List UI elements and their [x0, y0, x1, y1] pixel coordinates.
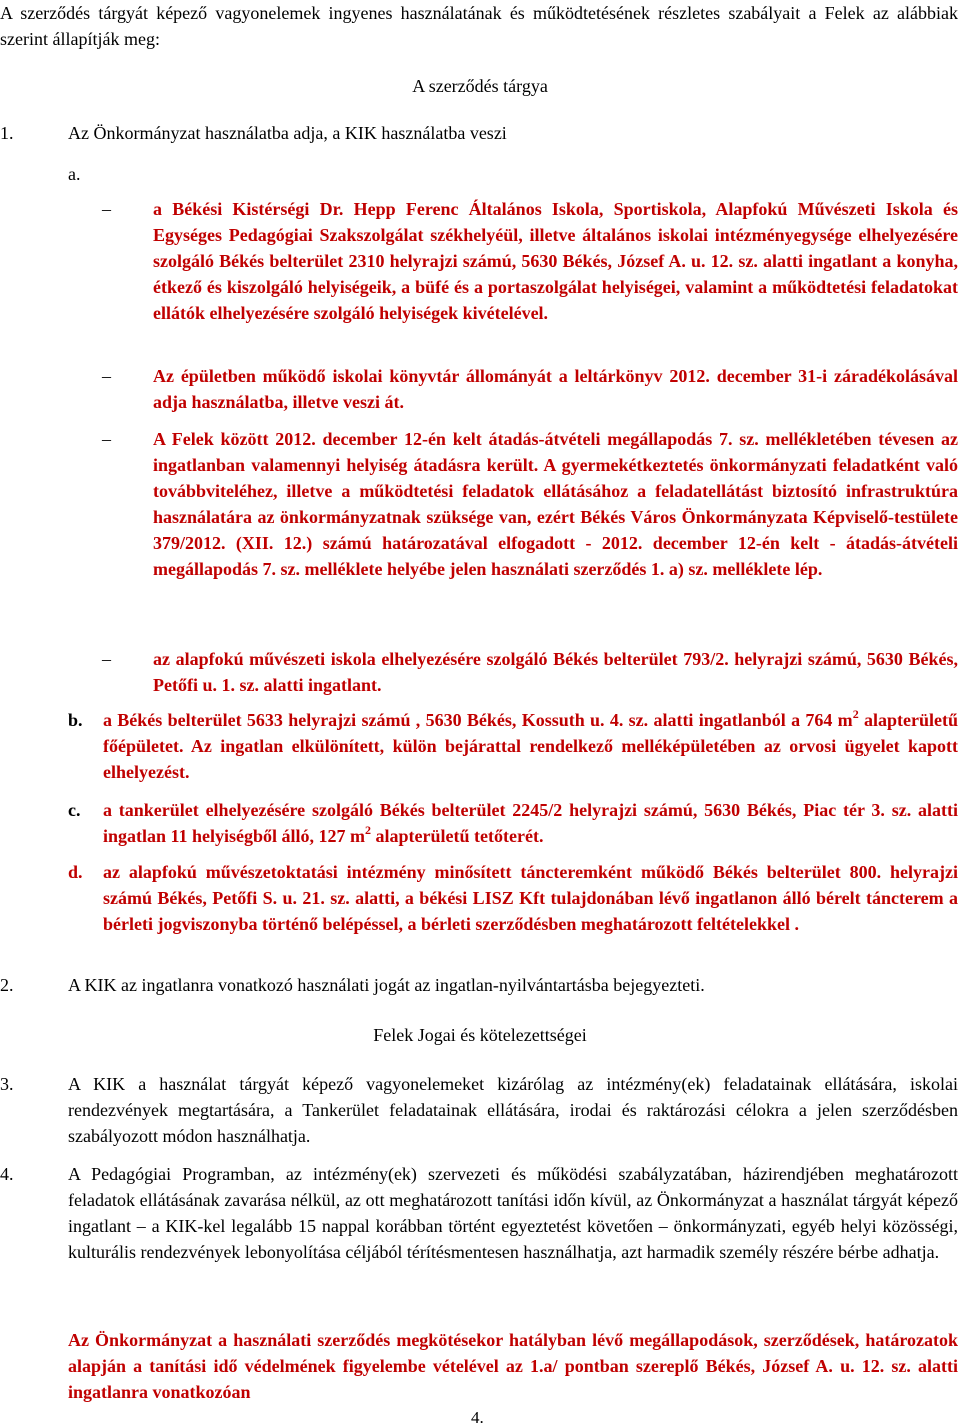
item-3-number: 3. [0, 1074, 14, 1094]
item-1b-text-part1: a Békés belterület 5633 helyrajzi számú , 5630 Békés, Kossuth u. 4. sz. alatti ingatlanból a 764 m [103, 710, 853, 730]
bullet-dash: – [102, 366, 111, 386]
item-1d-text: az alapfokú művészetoktatási intézmény minősített táncteremként működő Békés belterület 800. helyrajzi számú Békés, Petőfi S. u. 21. sz. alatti, a békési LISZ Kft tulajdonában lévő ingatlanon álló bérelt táncterem a bérleti jogviszonyba történő belépéssel, a bérleti szerződésben meghatározott feltételekkel . [103, 862, 958, 934]
item-1c-superscript: 2 [365, 823, 372, 837]
item-1b-text-part2: alapterületű főépületet. Az ingatlan elkülönített, külön bejárattal rendelkező melléképületében az orvosi ügyelet kapott elhelyezést. [103, 710, 958, 782]
item-1c-text-part2: alapterületű tetőterét. [371, 826, 544, 846]
item-4-text: A Pedagógiai Programban, az intézmény(ek) szervezeti és működési szabályzatában, házirendjében meghatározott feladatok ellátásának zavarása nélkül, az ott meghatározott tanítási időn kívül, az Önkormányzat a használat tárgyát képező ingatlant – a KIK-kel legalább 15 nappal korábban történt egyeztetést követően – önkormányzati, egyéb helyi közösségi, kulturális rendezvények lebonyolítása céljából térítésmentesen használhatja, azt harmadik személy részére bérbe adhatja. [68, 1164, 958, 1262]
item-1c-text [103, 797, 958, 849]
item-1c-text-part1: a tankerület elhelyezésére szolgáló Békés belterület 2245/2 helyrajzi számú, 5630 Békés, Piac tér 3. sz. alatti ingatlan 11 helyiségből álló, 127 m [103, 800, 958, 846]
bullet-dash: – [102, 199, 111, 219]
bullet-1-text: a Békési Kistérségi Dr. Hepp Ferenc Általános Iskola, Sportiskola, Alapfokú Művészeti Iskola és Egységes Pedagógiai Szakszolgálat székhelyéül, illetve általános iskolai intézményegysége elhelyezésére szolgáló Békés belterület 2310 helyrajzi számú, 5630 Békés, József A. u. 12. sz. alatti ingatlant a konyha, étkező és kiszolgáló helyiségeik, a büfé és a portaszolgálat helyiségei, valamint a működtetési feladatokat ellátók elhelyezésére szolgáló helyiségek kivételével. [153, 199, 958, 323]
page-number: 4. [471, 1408, 484, 1427]
item-4-number: 4. [0, 1164, 14, 1184]
item-4-highlighted-text: Az Önkormányzat a használati szerződés megkötésekor hatályban lévő megállapodások, szerződések, határozatok alapján a tanítási idő védelmének figyelembe vételével az 1.a/ pontban szereplő Békés, József A. u. 12. sz. alatti ingatlanra vonatkozóan [68, 1330, 958, 1402]
item-2-text: A KIK az ingatlanra vonatkozó használati jogát az ingatlan-nyilvántartásba bejegyezteti. [68, 975, 705, 995]
item-1d-label: d. [68, 862, 83, 882]
bullet-2-text: Az épületben működő iskolai könyvtár állományát a leltárkönyv 2012. december 31-i záradékolásával adja használatba, illetve veszi át. [153, 366, 958, 412]
bullet-dash: – [102, 429, 111, 449]
item-3-text: A KIK a használat tárgyát képező vagyonelemeket kizárólag az intézmény(ek) feladatainak ellátására, iskolai rendezvények megtartására, a Tankerület feladatainak ellátására, irodai és raktározási célokra a jelen szerződésben szabályozott módon használhatja. [68, 1074, 958, 1146]
bullet-dash: – [102, 649, 111, 669]
bullet-4-text: az alapfokú művészeti iskola elhelyezésére szolgáló Békés belterület 793/2. helyrajzi számú, 5630 Békés, Petőfi u. 1. sz. alatti ingatlant. [153, 649, 958, 695]
item-1b-superscript: 2 [852, 707, 859, 721]
item-1a-label: a. [68, 164, 81, 184]
item-1-text: Az Önkormányzat használatba adja, a KIK használatba veszi [68, 123, 507, 143]
section-heading-subject: A szerződés tárgya [412, 76, 548, 96]
bullet-3-text: A Felek között 2012. december 12-én kelt átadás-átvételi megállapodás 7. sz. mellékletében tévesen az ingatlanban valamennyi helyiség átadásra került. A gyermekétkeztetés önkormányzati feladatként való továbbviteléhez, illetve a működtetési feladatok ellátásához a feladatellátást biztosító infrastruktúra használatára az önkormányzatnak szüksége van, ezért Békés Város Önkormányzata Képviselő-testülete 379/2012. (XII. 12.) számú határozatával elfogadott - 2012. december 12-én kelt - átadás-átvételi megállapodás 7. sz. melléklete helyébe jelen használati szerződés 1. a) sz. melléklete lép. [153, 429, 958, 579]
item-1c-label: c. [68, 800, 81, 820]
intro-paragraph: A szerződés tárgyát képező vagyonelemek ingyenes használatának és működtetésének részletes szabályait a Felek az alábbiak szerint állapítják meg: [0, 3, 958, 49]
item-1-number: 1. [0, 123, 14, 143]
item-1b-label: b. [68, 710, 83, 730]
section-heading-rights: Felek Jogai és kötelezettségei [373, 1025, 587, 1045]
item-1b-text [103, 707, 958, 785]
item-2-number: 2. [0, 975, 14, 995]
